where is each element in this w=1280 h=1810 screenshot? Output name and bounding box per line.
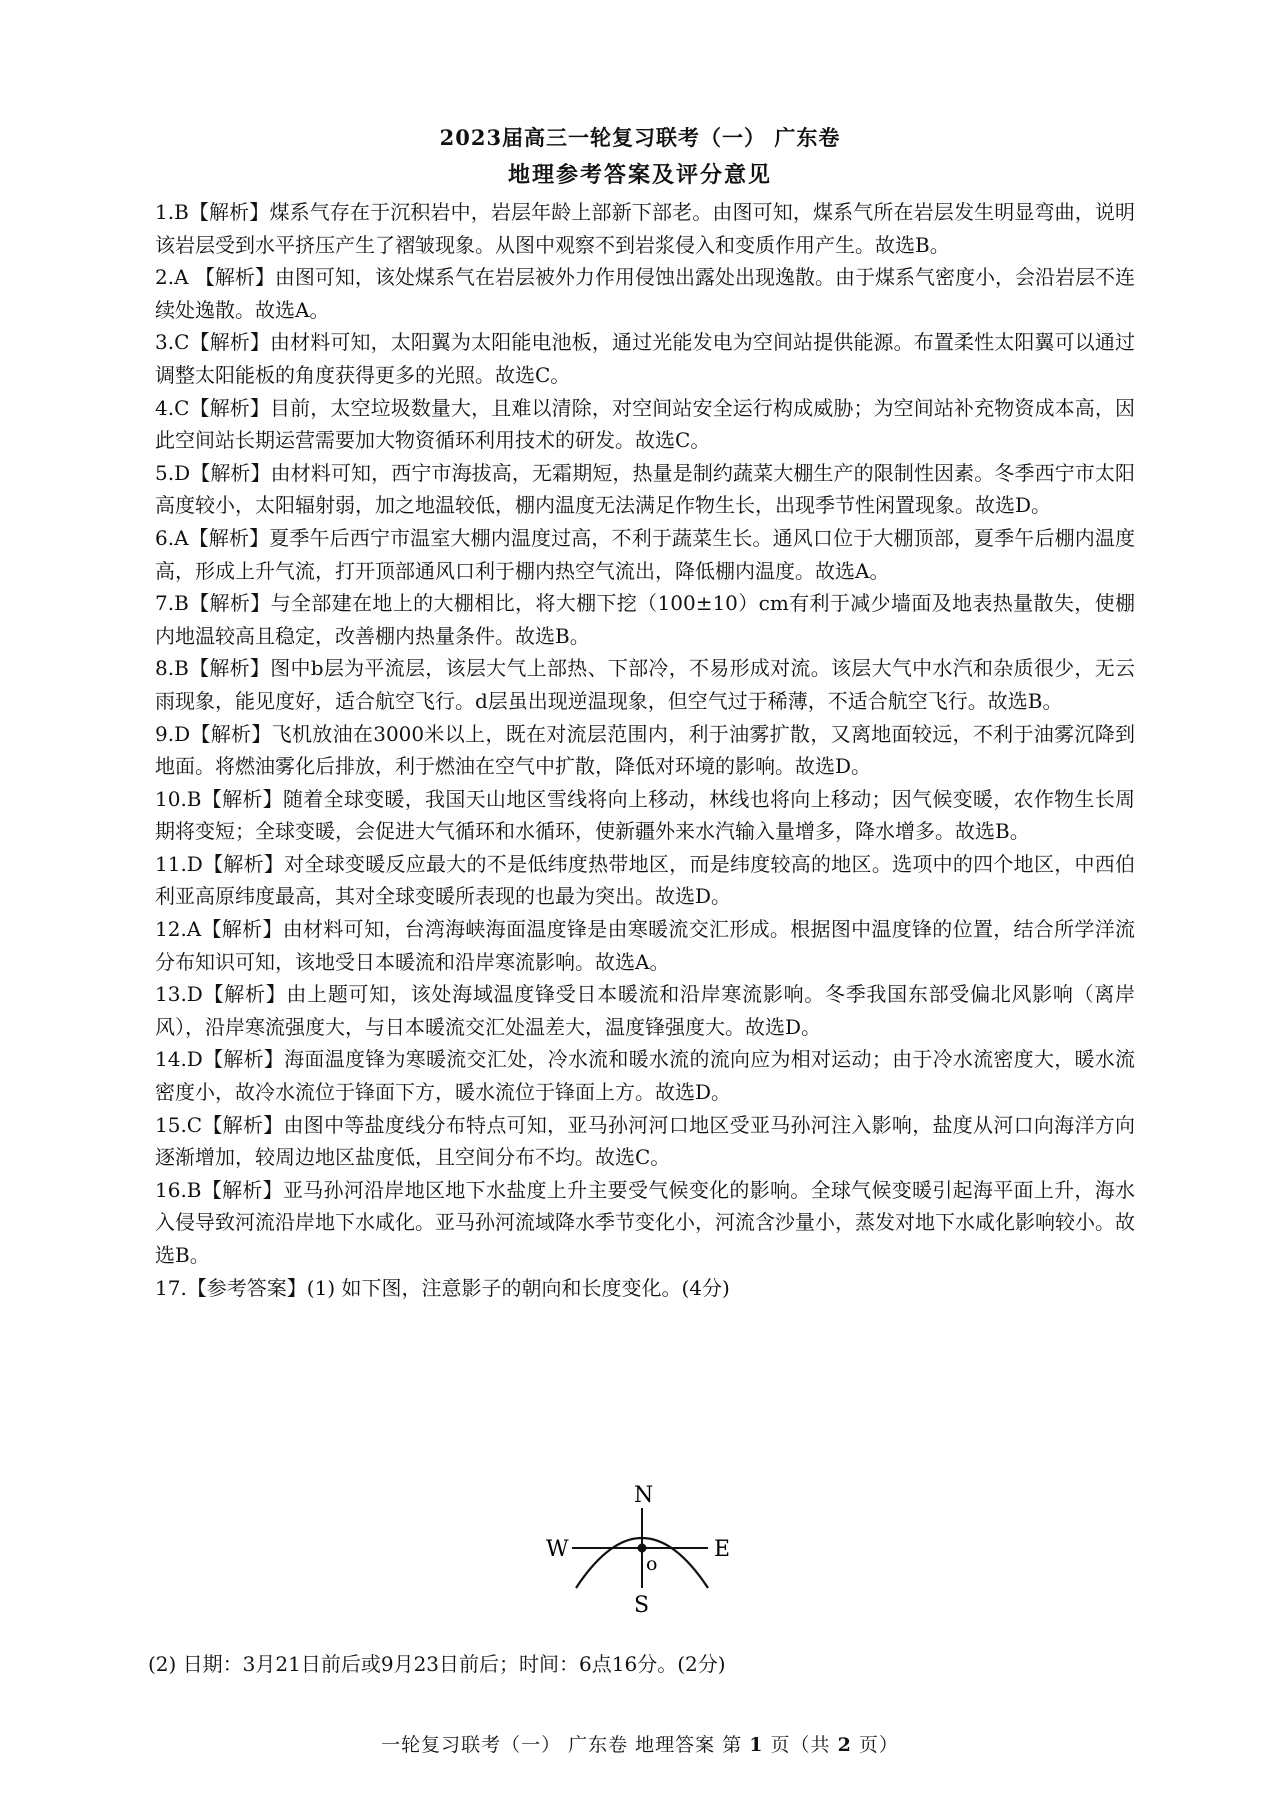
center-point <box>638 1544 647 1553</box>
answer-10: 10.B【解析】随着全球变暖，我国天山地区雪线将向上移动，林线也将向上移动；因气候变暖，农作物生长周期将变短；全球变暖，会促进大气循环和水循环，使新疆外来水汽输入量增多，降水增多。故选B。 <box>155 786 1135 844</box>
answer-8: 8.B【解析】图中b层为平流层，该层大气上部热、下部冷，不易形成对流。该层大气中水汽和杂质很少，无云雨现象，能见度好，适合航空飞行。d层虽出现逆温现象，但空气过于稀薄，不适合航空飞行。故选B。 <box>155 656 1135 713</box>
answer-14: 14.D【解析】海面温度锋为寒暖流交汇处，冷水流和暖水流的流向应为相对运动；由于冷水流密度大，暖水流密度小，故冷水流位于锋面下方，暖水流位于锋面上方。故选D。 <box>155 1047 1135 1105</box>
footer-total-pages: 2 <box>837 1734 852 1756</box>
center-label: o <box>646 1553 658 1575</box>
answer-17-part-2: (2) 日期：3月21日前后或9月23日前后；时间：6点16分。(2分) <box>148 1652 726 1676</box>
footer-end: 页） <box>858 1734 899 1756</box>
answer-16: 16.B【解析】亚马孙河沿岸地区地下水盐度上升主要受气候变化的影响。全球气候变暖引起海平面上升，海水入侵导致河流沿岸地下水咸化。亚马孙河流域降水季节变化小，河流含沙量小，蒸发对地下水咸化影响较小。故选B。 <box>155 1177 1135 1267</box>
west-label: W <box>546 1537 569 1562</box>
page-footer <box>0 1730 1280 1757</box>
footer-page-number: 1 <box>749 1734 764 1756</box>
answer-6: 6.A【解析】夏季午后西宁市温室大棚内温度过高，不利于蔬菜生长。通风口位于大棚顶部，夏季午后棚内温度高，形成上升气流，打开顶部通风口利于棚内热空气流出，降低棚内温度。故选A。 <box>155 525 1135 583</box>
north-label: N <box>634 1483 654 1508</box>
answer-9: 9.D【解析】飞机放油在3000米以上，既在对流层范围内，利于油雾扩散，又离地面较远，不利于油雾沉降到地面。将燃油雾化后排放，利于燃油在空气中扩散，降低对环境的影响。故选D。 <box>155 721 1135 779</box>
answer-17: 17.【参考答案】(1) 如下图，注意影子的朝向和长度变化。(4分) <box>155 1275 730 1300</box>
sun-shadow-diagram <box>530 1480 750 1620</box>
document-subtitle: 地理参考答案及评分意见 <box>507 162 772 188</box>
answer-2: 2.A 【解析】由图可知，该处煤系气在岩层被外力作用侵蚀出露处出现逸散。由于煤系气密度小，会沿岩层不连续处逸散。故选A。 <box>155 265 1135 322</box>
answer-15: 15.C【解析】由图中等盐度线分布特点可知，亚马孙河河口地区受亚马孙河注入影响，盐度从河口向海洋方向逐渐增加，较周边地区盐度低，且空间分布不均。故选C。 <box>155 1112 1135 1170</box>
south-label: S <box>634 1593 650 1618</box>
footer-mid: 页（共 <box>770 1734 831 1756</box>
east-label: E <box>714 1537 731 1562</box>
footer-text: 一轮复习联考（一） 广东卷 地理答案 第 <box>381 1734 743 1756</box>
answer-4: 4.C【解析】目前，太空垃圾数量大，且难以清除，对空间站安全运行构成威胁；为空间站补充物资成本高，因此空间站长期运营需要加大物资循环利用技术的研发。故选C。 <box>155 395 1135 453</box>
answer-list <box>155 196 1135 1304</box>
answer-5: 5.D【解析】由材料可知，西宁市海拔高，无霜期短，热量是制约蔬菜大棚生产的限制性因素。冬季西宁市太阳高度较小，太阳辐射弱，加之地温较低，棚内温度无法满足作物生长，出现季节性闲置现象。故选D。 <box>155 460 1135 518</box>
document-title: 2023届高三一轮复习联考（一） 广东卷 <box>439 125 841 150</box>
answer-12: 12.A【解析】由材料可知，台湾海峡海面温度锋是由寒暖流交汇形成。根据图中温度锋的位置，结合所学洋流分布知识可知，该地受日本暖流和沿岸寒流影响。故选A。 <box>155 917 1135 974</box>
answer-11: 11.D【解析】对全球变暖反应最大的不是低纬度热带地区，而是纬度较高的地区。选项中的四个地区，中西伯利亚高原纬度最高，其对全球变暖所表现的也最为突出。故选D。 <box>155 851 1135 909</box>
answer-7: 7.B【解析】与全部建在地上的大棚相比，将大棚下挖（100±10）cm有利于减少墙面及地表热量散失，使棚内地温较高且稳定，改善棚内热量条件。故选B。 <box>155 591 1135 648</box>
answer-13: 13.D【解析】由上题可知，该处海域温度锋受日本暖流和沿岸寒流影响。冬季我国东部受偏北风影响（离岸风），沿岸寒流强度大，与日本暖流交汇处温差大，温度锋强度大。故选D。 <box>155 982 1135 1039</box>
answer-3: 3.C【解析】由材料可知，太阳翼为太阳能电池板，通过光能发电为空间站提供能源。布置柔性太阳翼可以通过调整太阳能板的角度获得更多的光照。故选C。 <box>155 330 1135 387</box>
answer-1: 1.B【解析】煤系气存在于沉积岩中，岩层年龄上部新下部老。由图可知，煤系气所在岩层发生明显弯曲，说明该岩层受到水平挤压产生了褶皱现象。从图中观察不到岩浆侵入和变质作用产生。故选B。 <box>155 200 1135 257</box>
